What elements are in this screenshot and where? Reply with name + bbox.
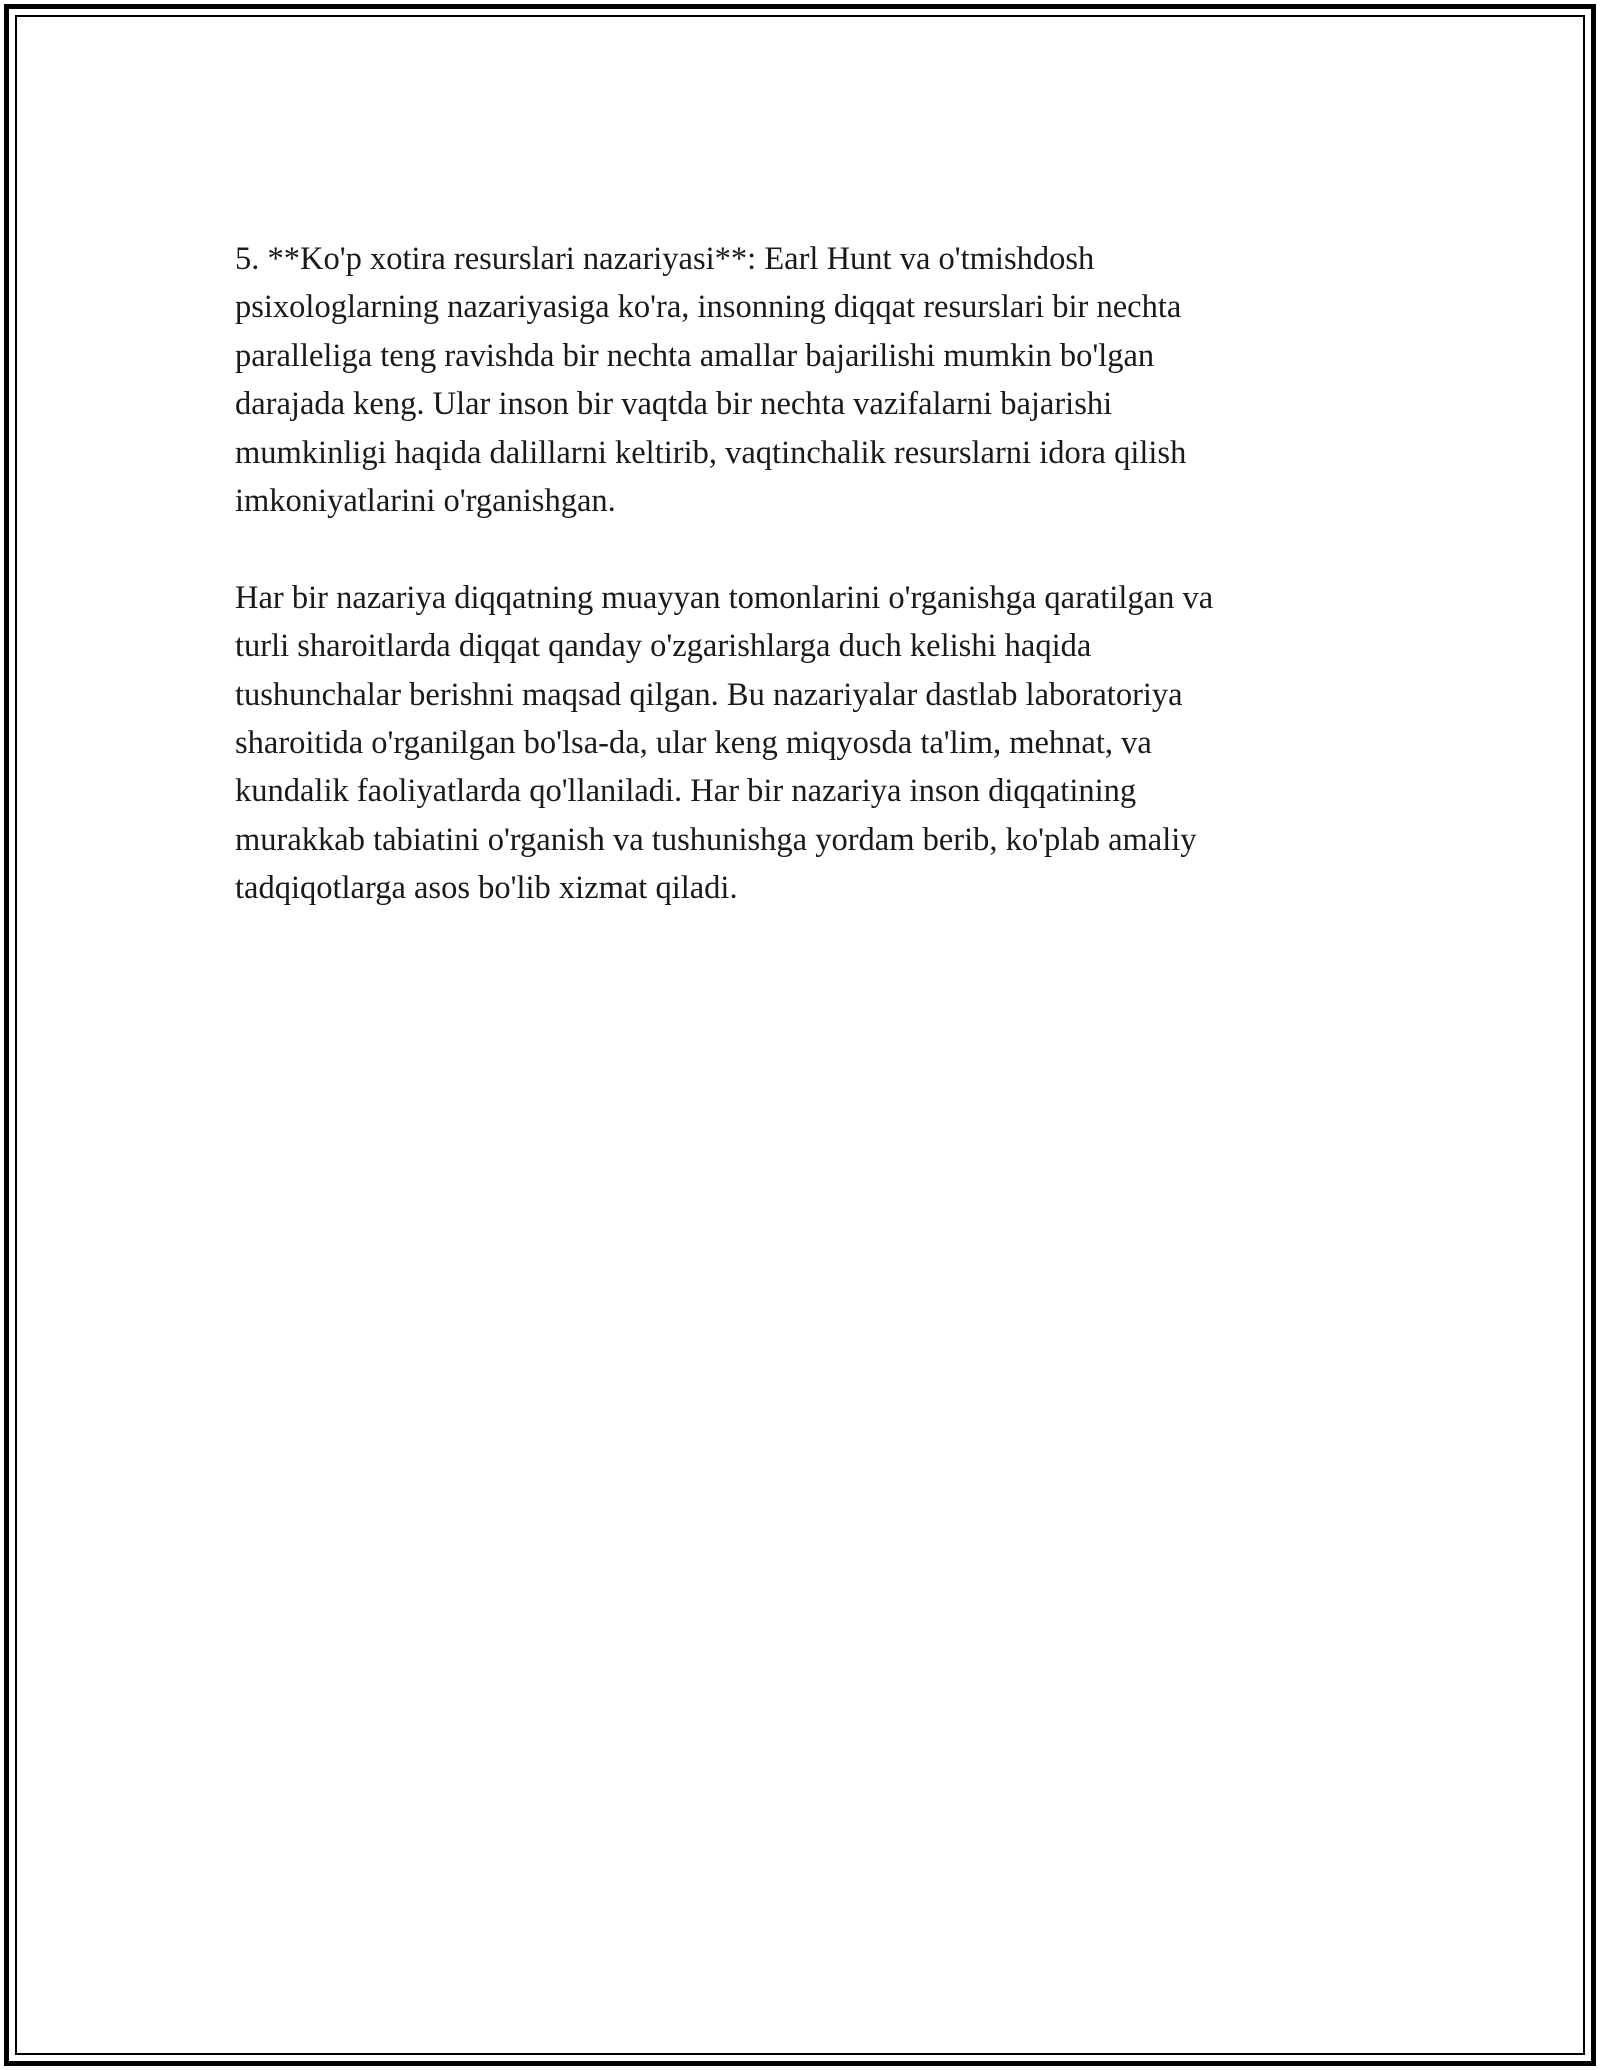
text-line: murakkab tabiatini o'rganish va tushunishga yordam berib, ko'plab amaliy (235, 821, 1197, 858)
text-line: turli sharoitlarda diqqat qanday o'zgarishlarga duch kelishi haqida (235, 628, 1092, 665)
text-line: darajada keng. Ular inson bir vaqtda bir nechta vazifalarni bajarishi (235, 386, 1113, 423)
text-line: sharoitida o'rganilgan bo'lsa-da, ular keng miqyosda ta'lim, mehnat, va (235, 725, 1152, 762)
paragraph-summary (235, 574, 1375, 913)
text-line: mumkinligi haqida dalillarni keltirib, vaqtinchalik resurslarni idora qilish (235, 434, 1187, 471)
text-line: paralleliga teng ravishda bir nechta amallar bajarilishi mumkin bo'lgan (235, 337, 1155, 374)
document-body (235, 235, 1375, 913)
text-line: tushunchalar berishni maqsad qilgan. Bu nazariyalar dastlab laboratoriya (235, 676, 1183, 713)
text-line: imkoniyatlarini o'rganishgan. (235, 483, 616, 520)
paragraph-multiple-resources-theory (235, 235, 1375, 525)
text-line: kundalik faoliyatlarda qo'llaniladi. Har bir nazariya inson diqqatining (235, 773, 1137, 810)
text-line: 5. **Ko'p xotira resurslari nazariyasi**: Earl Hunt va o'tmishdosh (235, 241, 1095, 277)
text-line: psixologlarning nazariyasiga ko'ra, insonning diqqat resurslari bir nechta (235, 289, 1182, 326)
text-line: tadqiqotlarga asos bo'lib xizmat qiladi. (235, 870, 738, 907)
text-line: Har bir nazariya diqqatning muayyan tomonlarini o'rganishga qaratilgan va (235, 579, 1214, 616)
